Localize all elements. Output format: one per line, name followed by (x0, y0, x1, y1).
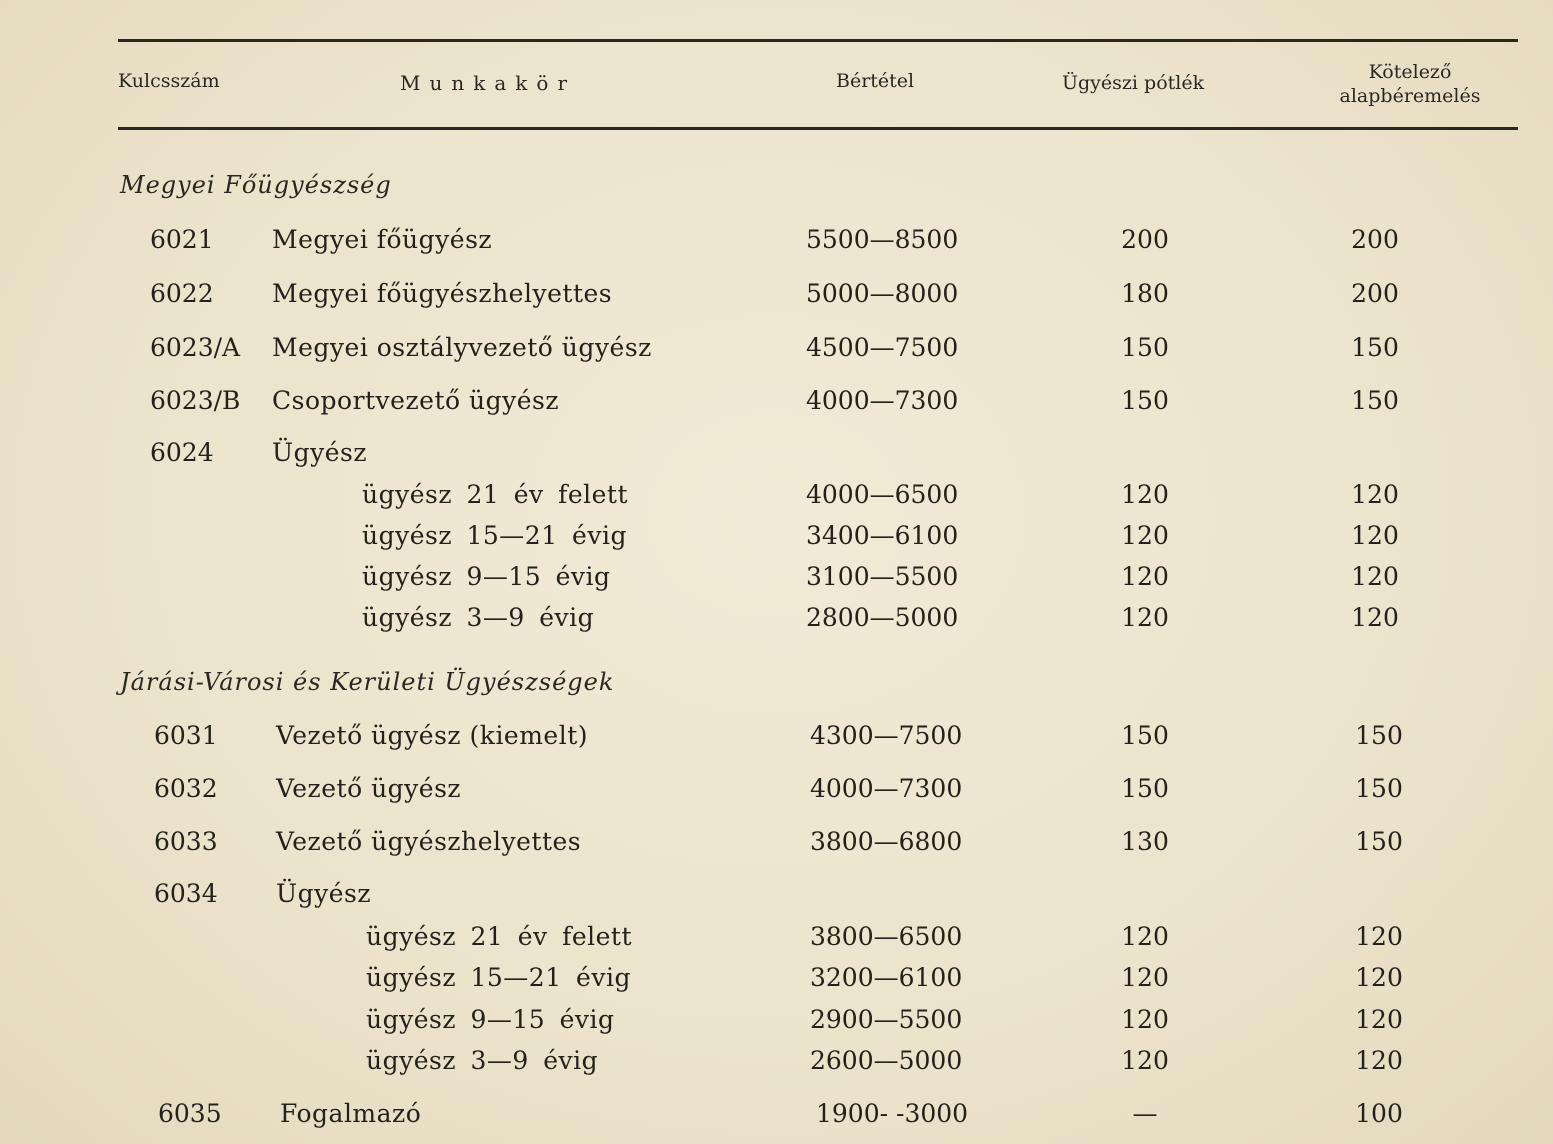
table-row (0, 879, 1553, 913)
row-job: ügyész 15—21 évig (362, 521, 627, 550)
section-title: Járási-Városi és Kerületi Ügyészségek (120, 668, 615, 696)
row-salary-range: 4300—7500 (810, 721, 963, 750)
row-code: 6022 (150, 279, 214, 308)
table-row (0, 438, 1553, 472)
row-allowance: — (1132, 1099, 1158, 1128)
row-raise: 100 (1355, 1099, 1403, 1128)
row-job: Ügyész (272, 438, 367, 467)
table-row (0, 603, 1553, 637)
row-raise: 150 (1355, 827, 1403, 856)
row-job: Megyei főügyészhelyettes (272, 279, 613, 308)
row-code: 6021 (150, 225, 214, 254)
row-raise: 120 (1351, 480, 1399, 509)
row-salary-range: 1900- -3000 (816, 1099, 969, 1128)
row-allowance: 130 (1121, 827, 1169, 856)
table-row (0, 562, 1553, 596)
table-row (0, 774, 1553, 808)
row-allowance: 150 (1121, 386, 1169, 415)
column-header-allowance: Ügyészi pótlék (1062, 72, 1205, 94)
row-raise: 120 (1351, 521, 1399, 550)
row-code: 6033 (154, 827, 218, 856)
row-job: ügyész 3—9 évig (366, 1046, 599, 1075)
row-job: Ügyész (276, 879, 371, 908)
table-row (0, 279, 1553, 313)
row-raise: 150 (1351, 386, 1399, 415)
row-job: Megyei osztályvezető ügyész (272, 333, 652, 362)
row-raise: 120 (1351, 562, 1399, 591)
row-code: 6023/B (150, 386, 241, 415)
table-row (0, 1099, 1553, 1133)
row-allowance: 200 (1121, 225, 1169, 254)
row-job: ügyész 21 év felett (366, 922, 633, 951)
row-job: Vezető ügyész (kiemelt) (276, 721, 589, 750)
row-job: Vezető ügyész (276, 774, 462, 803)
column-header-salary: Bértétel (836, 70, 915, 92)
row-job: ügyész 15—21 évig (366, 963, 631, 992)
row-code: 6032 (154, 774, 218, 803)
table-row (0, 1005, 1553, 1039)
row-allowance: 180 (1121, 279, 1169, 308)
row-salary-range: 2900—5500 (810, 1005, 963, 1034)
row-raise: 120 (1355, 1046, 1403, 1075)
row-raise: 120 (1355, 1005, 1403, 1034)
row-salary-range: 4500—7500 (806, 333, 959, 362)
row-code: 6024 (150, 438, 214, 467)
row-raise: 200 (1351, 279, 1399, 308)
table-row (0, 480, 1553, 514)
table-row (0, 386, 1553, 420)
row-salary-range: 3800—6800 (810, 827, 963, 856)
row-code: 6034 (154, 879, 218, 908)
row-raise: 120 (1355, 922, 1403, 951)
section-title: Megyei Főügyészség (120, 171, 392, 199)
table-header-rule (118, 127, 1518, 130)
table-row (0, 1046, 1553, 1080)
row-raise: 150 (1355, 774, 1403, 803)
row-raise: 150 (1351, 333, 1399, 362)
row-job: Csoportvezető ügyész (272, 386, 560, 415)
row-allowance: 150 (1121, 721, 1169, 750)
row-salary-range: 5000—8000 (806, 279, 959, 308)
row-code: 6031 (154, 721, 218, 750)
table-row (0, 333, 1553, 367)
row-code: 6023/A (150, 333, 241, 362)
row-job: ügyész 3—9 évig (362, 603, 595, 632)
row-salary-range: 3200—6100 (810, 963, 963, 992)
row-job: Fogalmazó (280, 1099, 422, 1128)
row-salary-range: 3800—6500 (810, 922, 963, 951)
row-raise: 150 (1355, 721, 1403, 750)
row-allowance: 120 (1121, 603, 1169, 632)
column-header-code: Kulcsszám (118, 70, 220, 92)
row-code: 6035 (158, 1099, 222, 1128)
row-allowance: 120 (1121, 480, 1169, 509)
row-allowance: 120 (1121, 1046, 1169, 1075)
row-job: Megyei főügyész (272, 225, 493, 254)
row-allowance: 150 (1121, 774, 1169, 803)
table-top-rule (118, 39, 1518, 42)
row-allowance: 120 (1121, 562, 1169, 591)
row-allowance: 120 (1121, 922, 1169, 951)
row-allowance: 120 (1121, 963, 1169, 992)
column-header-job: Munkakör (400, 71, 577, 95)
row-job: ügyész 9—15 évig (366, 1005, 615, 1034)
table-row (0, 827, 1553, 861)
column-header-raise-line2: alapbéremelés (1339, 85, 1481, 107)
row-salary-range: 3100—5500 (806, 562, 959, 591)
table-row (0, 521, 1553, 555)
row-allowance: 120 (1121, 521, 1169, 550)
row-job: Vezető ügyészhelyettes (276, 827, 582, 856)
row-allowance: 120 (1121, 1005, 1169, 1034)
row-salary-range: 2800—5000 (806, 603, 959, 632)
row-salary-range: 4000—7300 (806, 386, 959, 415)
row-job: ügyész 21 év felett (362, 480, 629, 509)
row-salary-range: 3400—6100 (806, 521, 959, 550)
column-header-raise (1320, 60, 1500, 108)
table-row (0, 963, 1553, 997)
row-allowance: 150 (1121, 333, 1169, 362)
table-row (0, 225, 1553, 259)
table-row (0, 721, 1553, 755)
row-salary-range: 4000—7300 (810, 774, 963, 803)
row-salary-range: 2600—5000 (810, 1046, 963, 1075)
row-raise: 200 (1351, 225, 1399, 254)
row-salary-range: 5500—8500 (806, 225, 959, 254)
row-salary-range: 4000—6500 (806, 480, 959, 509)
row-job: ügyész 9—15 évig (362, 562, 611, 591)
column-header-raise-line1: Kötelező (1368, 61, 1452, 83)
table-row (0, 922, 1553, 956)
row-raise: 120 (1355, 963, 1403, 992)
row-raise: 120 (1351, 603, 1399, 632)
